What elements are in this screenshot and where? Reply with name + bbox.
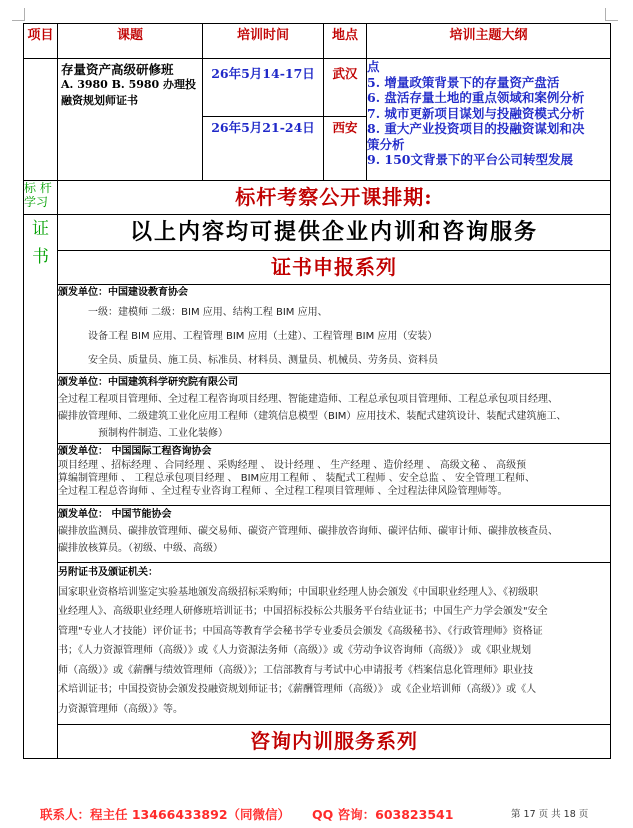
cert-row-2 [24, 374, 611, 444]
session-city-2: 西安 [324, 117, 367, 181]
cert-series-title: 证书申报系列 [58, 251, 611, 285]
cert-line: 一级：建模师 二级：BIM 应用、结构工程 BIM 应用、 [88, 307, 328, 318]
cert-line: 业经理人》、高级职业经理人研修班培训证书；中国招标投标公共服务平台结业证书；中国生产力学会颁发"安全 [58, 606, 548, 617]
consult-title: 咨询内训服务系列 [58, 725, 611, 759]
contact-phone: 联系人：程主任 13466433892（同微信） [40, 807, 291, 822]
course-subtitle: A. 3980 B. 5980 办理投融资规划师证书 [61, 78, 197, 107]
cert-line: 碳排放管理师、二级建筑工业化应用工程师（建筑信息模型（BIM）应用技术、装配式建筑设计、装配式建筑施工、 [58, 411, 567, 422]
training-schedule-table [23, 23, 611, 759]
session-date-2: 26年5月21-24日 [203, 117, 324, 181]
cert-line: 管理"专业人才技能）评价证书；中国高等教育学会秘书学专业委员会颁发《高级秘书》、《行政管理师》资格证 [58, 625, 543, 637]
cert-row-5 [24, 563, 611, 725]
cert-line: 书；《人力资源管理师（高级）》或《人力资源法务师（高级）》或《劳动争议咨询师（高级）》 或《职业规划 [58, 645, 532, 656]
cert-line: 预制构件制造、工业化装修） [98, 428, 228, 439]
cert-line: 碳排放监测员、碳排放管理师、碳交易师、碳资产管理师、碳排放咨询师、碳评估师、碳审计师、碳排放核查员、 [58, 526, 558, 537]
header-project: 项目 [24, 24, 58, 59]
corner-mark-right [605, 8, 618, 21]
outline-item: 5. 增量政策背景下的存量资产盘活 [367, 74, 560, 90]
cert-issuer: 颁发单位： 中国节能协会 [58, 509, 172, 520]
cert-section-construction-edu [58, 285, 611, 374]
header-topic: 课题 [58, 24, 203, 59]
project-cell [24, 59, 58, 181]
cert-issuer: 颁发单位：中国建设教育协会 [58, 287, 188, 298]
benchmark-row [24, 181, 611, 215]
contact-qq: QQ 咨询：603823541 [312, 807, 454, 822]
cert-line: 算编制管理师 、 工程总承包项目经理 、 BIM应用工程师 、 装配式工程师 、安全总监 、 安全管理工程师、 [58, 473, 536, 484]
cert-section-energy-saving [58, 506, 611, 563]
cert-line: 项目经理 、招标经理 、合同经理 、采购经理 、 设计经理 、 生产经理 、造价经理 、 高级文秘 、 高级预 [58, 460, 527, 471]
cert-line: 碳排放核算员。（初级、中级、高级） [58, 543, 223, 554]
cert-issuer: 另附证书及颁证机关： [58, 567, 158, 578]
cert-section-research-institute [58, 374, 611, 444]
contact-info [40, 805, 453, 823]
course-outline [367, 59, 611, 181]
inhouse-row [24, 215, 611, 251]
cert-issuer: 颁发单位：中国建筑科学研究院有限公司 [58, 377, 238, 388]
header-time: 培训时间 [203, 24, 324, 59]
course-cell [58, 59, 203, 181]
inhouse-title: 以上内容均可提供企业内训和咨询服务 [58, 215, 611, 251]
corner-mark-left [12, 8, 25, 21]
cert-line: 国家职业资格培训鉴定实验基地颁发高级招标采购师；中国职业经理人协会颁发《中国职业经理人》、《初级职 [58, 586, 538, 598]
page-footer [0, 801, 633, 823]
cert-row-1 [24, 285, 611, 374]
outline-item: 点 [367, 59, 380, 74]
cert-issuer: 颁发单位： 中国国际工程咨询协会 [58, 446, 212, 457]
benchmark-label: 标 杆学习 [24, 181, 58, 215]
cert-line: 师（高级）》或《薪酬与绩效管理师（高级）》；工信部教育与考试中心申请报考《档案信息化管理师》职业技 [58, 664, 533, 676]
course-row-1 [24, 59, 611, 117]
cert-line: 术培训证书；中国投资协会颁发投融资规划师证书；《薪酬管理师（高级）》 或《企业培训师（高级）》或《人 [58, 684, 537, 695]
cert-series-row [24, 251, 611, 285]
cert-line: 设备工程 BIM 应用、工程管理 BIM 应用（土建）、工程管理 BIM 应用（安装） [88, 331, 438, 342]
session-date-1: 26年5月14-17日 [203, 59, 324, 117]
cert-section-other [58, 563, 611, 725]
outline-item: 6. 盘活存量土地的重点领域和案例分析 [367, 90, 585, 105]
benchmark-title: 标杆考察公开课排期: [58, 181, 611, 215]
cert-line: 安全员、质量员、施工员、标准员、材料员、测量员、机械员、劳务员、资料员 [88, 355, 438, 366]
cert-row-3 [24, 444, 611, 506]
page-number: 第 17 页 共 18 页 [511, 809, 589, 820]
outline-item: 8. 重大产业投资项目的投融资谋划和决 [367, 121, 585, 136]
cert-line: 力资源管理师（高级）》等。 [58, 703, 183, 715]
cert-line: 全过程工程项目管理师、全过程工程咨询项目经理、智能建造师、工程总承包项目管理师、工程总承包项目经理、 [58, 394, 558, 405]
outline-item: 9. 150文背景下的平台公司转型发展 [367, 152, 573, 167]
consult-row [24, 725, 611, 759]
cert-line: 全过程工程总咨询师 、全过程专业咨询工程师 、全过程工程项目管理师 、全过程法律风险管理师等。 [58, 486, 508, 497]
outline-item: 策分析 [367, 136, 405, 152]
session-city-1: 武汉 [324, 59, 367, 117]
outline-item: 7. 城市更新项目谋划与投融资模式分析 [367, 105, 585, 121]
table-header-row [24, 24, 611, 59]
header-location: 地点 [324, 24, 367, 59]
cert-section-intl-consulting [58, 444, 611, 506]
cert-label: 证 书 [24, 215, 58, 759]
header-outline: 培训主题大纲 [367, 24, 611, 59]
cert-row-4 [24, 506, 611, 563]
course-title: 存量资产高级研修班 [61, 62, 174, 77]
